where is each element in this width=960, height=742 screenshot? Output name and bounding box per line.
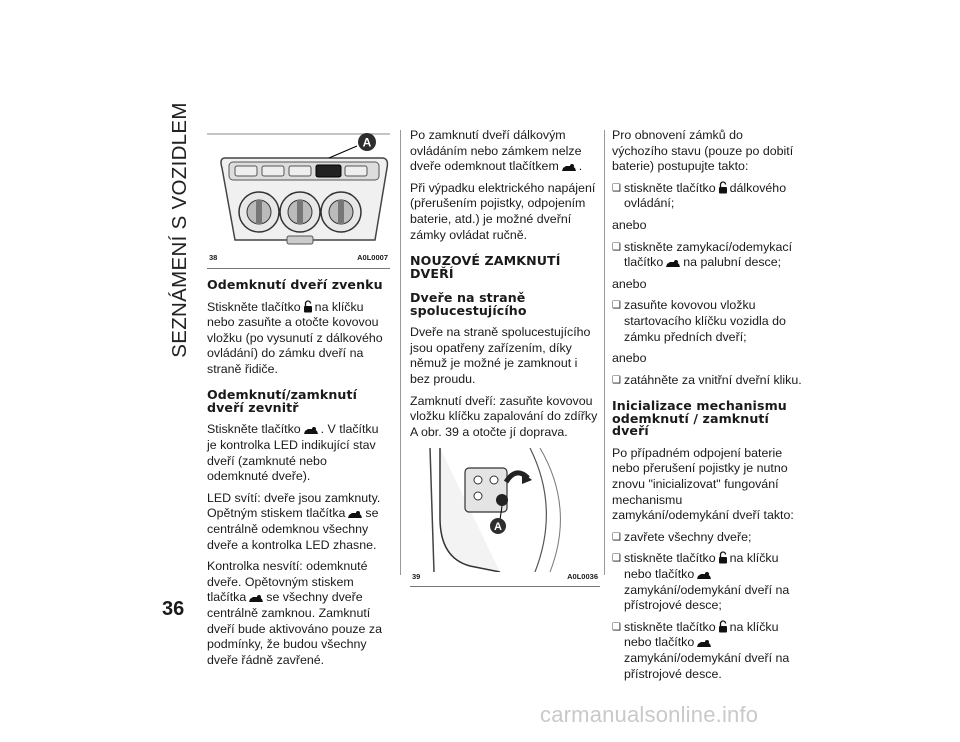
figure-38 (207, 128, 390, 269)
figure-number: 39 (412, 571, 421, 581)
paragraph: Po zamknutí dveří dálkovým ovládáním nebo zámkem nelze dveře odemknout tlačítkem . (410, 128, 583, 174)
page-number: 36 (162, 598, 185, 620)
paragraph: Stiskněte tlačítko na klíčku nebo zasuňte a otočte kovovou vložku (po vysunutí z dálkového ovládání) do zámku dveří na straně řidiče. (207, 299, 383, 376)
heading: Odemknutí/zamknutí dveří zevnitř (207, 387, 358, 415)
heading: Dveře na straně spolucestujícího (410, 290, 527, 318)
paragraph: anebo (612, 217, 647, 232)
door-lock-illustration (410, 448, 600, 572)
paragraph: Zamknutí dveří: zasuňte kovovou vložku klíčku zapalování do zdířky A obr. 39 a otočte jí doprava. (410, 393, 598, 439)
lock-open-icon (303, 300, 313, 313)
car-lock-icon (347, 511, 363, 519)
figure-code: A0L0036 (567, 571, 598, 581)
lock-open-icon (718, 181, 728, 194)
bullet-item: ❑ stiskněte zamykací/odemykací tlačítko na palubní desce; (612, 240, 802, 271)
figure-code: A0L0007 (357, 253, 388, 263)
column-3 (612, 128, 802, 688)
car-lock-icon (561, 164, 577, 172)
dashboard-controls-illustration (207, 128, 390, 254)
bullet-item: ❑ stiskněte tlačítko na klíčku nebo tlačítkozamykání/odemykání dveří na přístrojové desce; (612, 551, 802, 613)
callout-a: A (494, 521, 502, 534)
car-lock-icon (248, 595, 264, 603)
lock-open-icon (718, 620, 728, 633)
heading: NOUZOVÉ ZAMKNUTÍ DVEŘÍ (410, 253, 561, 281)
lock-open-icon (718, 551, 728, 564)
watermark: carmanualsonline.info (540, 702, 759, 727)
column-1 (207, 128, 390, 674)
bullet-item: ❑ stiskněte tlačítko dálkového ovládání; (612, 181, 802, 212)
figure-39 (410, 448, 600, 587)
figure-number: 38 (209, 253, 218, 263)
paragraph: Dveře na straně spolucestujícího jsou opatřeny zařízením, díky němuž je možné je zamknout i bez proudu. (410, 325, 591, 386)
bullet-item: ❑ zatáhněte za vnitřní dveřní kliku. (612, 373, 802, 389)
car-lock-icon (665, 260, 681, 268)
paragraph: Po případném odpojení baterie nebo přerušení pojistky je nutno znovu "inicializovat" fungování mechanismu zamykání/odemykání dveří takto: (612, 445, 794, 523)
car-lock-icon (696, 572, 712, 580)
side-section-title: SEZNÁMENÍ S VOZIDLEM (168, 102, 191, 358)
bullet-item: ❑ zasuňte kovovou vložku startovacího klíčku vozidla do zámku předních dveří; (612, 298, 802, 345)
paragraph: LED svítí: dveře jsou zamknuty. Opětným stiskem tlačítka se centrálně odemknou všechny dveře a kontrolka LED zhasne. (207, 490, 381, 552)
car-lock-icon (303, 427, 319, 435)
paragraph: Kontrolka nesvítí: odemknuté dveře. Opětovným stiskem tlačítka se všechny dveře centrálně zamknou. Zamknutí dveří bude aktivováno pouze za podmínky, že budou všechny dveře řádně zavřené. (207, 559, 382, 667)
car-lock-icon (696, 640, 712, 648)
paragraph: Při výpadku elektrického napájení (přerušením pojistky, odpojením baterie, atd.) je možné dveřní zámky ovládat ručně. (410, 180, 596, 242)
heading: Odemknutí dveří zvenku (207, 277, 383, 292)
paragraph: anebo (612, 276, 647, 291)
heading: Inicializace mechanismu odemknutí / zamknutí dveří (612, 398, 787, 439)
bullet-item: ❑ zavřete všechny dveře; (612, 530, 802, 546)
paragraph: Stiskněte tlačítko . V tlačítku je kontrolka LED indikující stav dveří (zamknuté nebo odemknuté dveře). (207, 422, 379, 484)
bullet-item: ❑ stiskněte tlačítko na klíčku nebo tlačítkozamykání/odemykání dveří na přístrojové desce. (612, 620, 802, 682)
callout-a: A (362, 135, 372, 150)
paragraph: Pro obnovení zámků do výchozího stavu (pouze po dobití baterie) postupujte takto: (612, 128, 794, 174)
paragraph: anebo (612, 351, 647, 366)
column-divider (604, 130, 605, 575)
column-divider (400, 130, 401, 575)
column-2 (410, 128, 600, 587)
